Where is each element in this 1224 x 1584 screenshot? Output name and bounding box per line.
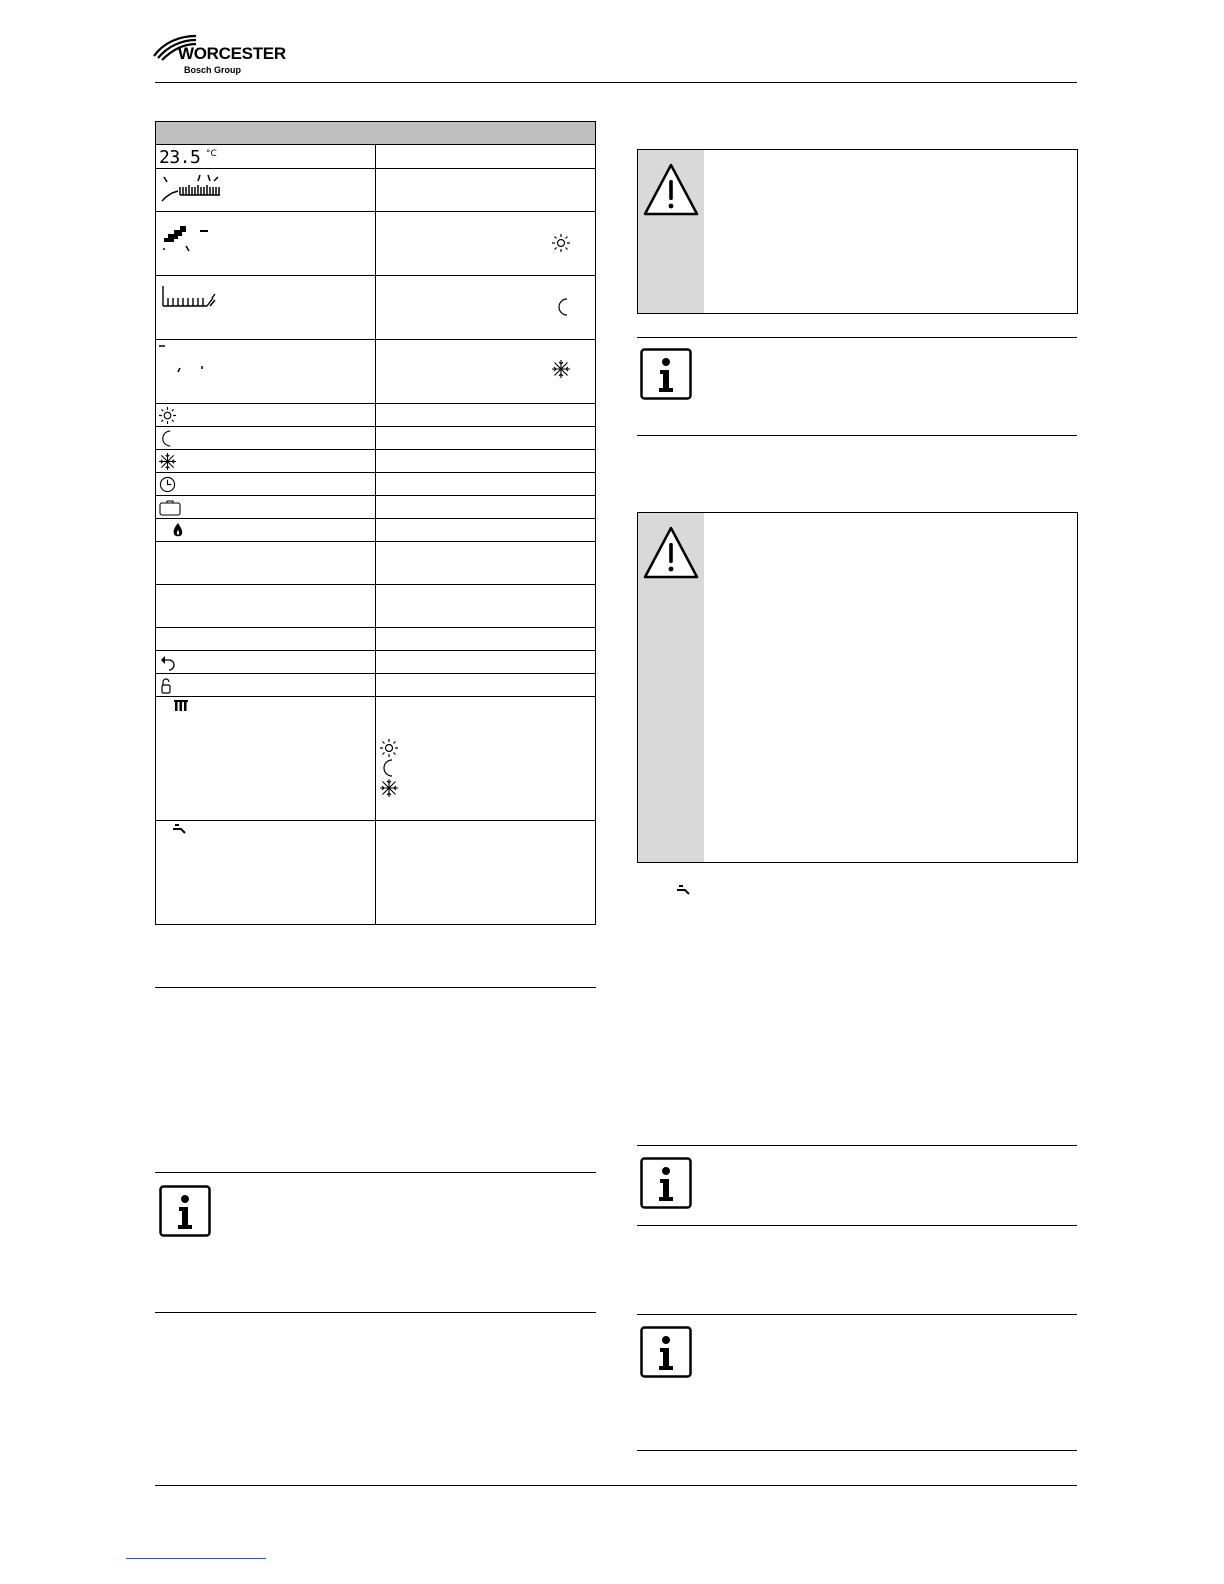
- table-row: [156, 674, 596, 697]
- description-cell: [376, 473, 596, 496]
- table-row: [156, 450, 596, 473]
- info-icon: [640, 348, 692, 400]
- table-row: [156, 427, 596, 450]
- frost-period-segments-icon: [158, 342, 218, 376]
- warning-triangle-icon: [642, 525, 700, 581]
- symbol-cell: [156, 427, 376, 450]
- footer-rule: [155, 1485, 1077, 1486]
- description-cell: [376, 496, 596, 519]
- description-cell: [376, 585, 596, 628]
- table-row: [156, 542, 596, 585]
- symbol-cell: [156, 450, 376, 473]
- table-header-row: [156, 122, 596, 145]
- table-row: [156, 628, 596, 651]
- warning-box: [637, 149, 1078, 314]
- table-row: [156, 340, 596, 404]
- symbol-cell: [156, 340, 376, 404]
- setback-period-segments-icon: [160, 284, 222, 314]
- description-cell: [376, 674, 596, 697]
- symbol-cell: [156, 473, 376, 496]
- description-cell: [376, 276, 596, 340]
- brand-group: Bosch Group: [184, 65, 242, 75]
- description-cell: [376, 427, 596, 450]
- moon-icon: [381, 759, 395, 777]
- description-cell: [376, 340, 596, 404]
- symbol-cell: [156, 821, 376, 925]
- info-icon: [159, 1185, 211, 1237]
- info-icon: [640, 1326, 692, 1378]
- description-cell: [376, 212, 596, 276]
- description-cell: [376, 450, 596, 473]
- section-rule: [155, 987, 596, 988]
- warning-box: [637, 512, 1078, 863]
- sun-icon: [552, 234, 570, 252]
- info-box-bottom-rule: [637, 1225, 1077, 1226]
- table-row: [156, 473, 596, 496]
- symbol-cell: [156, 585, 376, 628]
- moon-icon: [556, 298, 570, 316]
- symbol-cell: [156, 519, 376, 542]
- symbol-cell: [156, 145, 376, 169]
- table-row: [156, 585, 596, 628]
- suitcase-icon: [159, 499, 181, 516]
- symbol-cell: [156, 212, 376, 276]
- table-row: [156, 276, 596, 340]
- brand-name: WORCESTER: [178, 44, 286, 63]
- symbol-cell: [156, 628, 376, 651]
- info-box-top-rule: [637, 1145, 1077, 1146]
- table-row: [156, 651, 596, 674]
- snowflake-icon: [380, 779, 398, 797]
- warning-triangle-icon: [642, 162, 700, 218]
- description-cell: [376, 651, 596, 674]
- symbol-cell: [156, 169, 376, 212]
- symbol-cell: [156, 404, 376, 427]
- symbol-cell: [156, 697, 376, 821]
- table-row: [156, 404, 596, 427]
- snowflake-icon: [552, 360, 570, 378]
- description-cell: [376, 628, 596, 651]
- key-lock-icon: [160, 677, 172, 694]
- tap-icon: [172, 824, 188, 836]
- snowflake-icon: [159, 453, 176, 470]
- table-row: [156, 697, 596, 821]
- return-arrow-icon: [159, 654, 176, 671]
- info-icon: [640, 1157, 692, 1209]
- info-box-top-rule: [637, 1314, 1077, 1315]
- comfort-period-segments-icon: [162, 220, 222, 260]
- tap-icon: [676, 885, 692, 897]
- symbol-cell: [156, 276, 376, 340]
- table-row: [156, 212, 596, 276]
- table-header-cell: [156, 122, 596, 145]
- temperature-unit: °C: [206, 149, 217, 159]
- symbol-cell: [156, 496, 376, 519]
- info-box-top-rule: [155, 1172, 596, 1173]
- description-cell: [376, 145, 596, 169]
- radiator-icon: [174, 700, 188, 712]
- table-row: [156, 169, 596, 212]
- table-row: [156, 519, 596, 542]
- table-row: [156, 145, 596, 169]
- header-rule: [155, 82, 1077, 83]
- description-cell: [376, 519, 596, 542]
- description-cell: [376, 404, 596, 427]
- info-box-bottom-rule: [155, 1312, 596, 1313]
- symbol-cell: [156, 674, 376, 697]
- symbol-cell: [156, 651, 376, 674]
- temperature-readout: 23.5: [159, 147, 201, 168]
- info-box-bottom-rule: [637, 1450, 1077, 1451]
- description-cell: [376, 821, 596, 925]
- description-cell: [376, 697, 596, 821]
- description-cell: [376, 169, 596, 212]
- clock-icon: [159, 476, 176, 493]
- table-row: [156, 496, 596, 519]
- sun-icon: [380, 739, 398, 757]
- footer-link-underline: [126, 1558, 266, 1559]
- program-segments-icon: [160, 173, 224, 207]
- flame-icon: [172, 522, 184, 539]
- table-row: [156, 821, 596, 925]
- description-cell: [376, 542, 596, 585]
- info-box-bottom-rule: [637, 435, 1077, 436]
- sun-icon: [159, 407, 176, 424]
- info-box-top-rule: [637, 337, 1077, 338]
- display-symbols-table: [155, 121, 596, 925]
- symbol-cell: [156, 542, 376, 585]
- moon-icon: [160, 430, 173, 447]
